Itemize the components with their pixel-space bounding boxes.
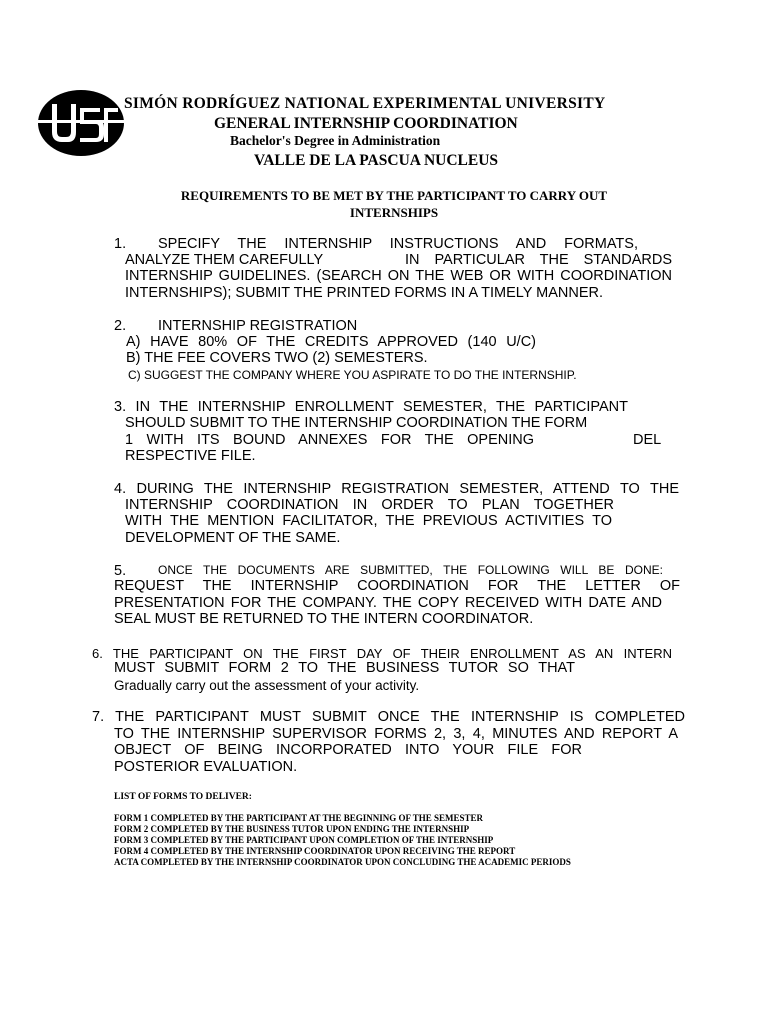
item-3-line-3b: DEL [633, 432, 662, 448]
item-1-number: 1. [114, 236, 127, 252]
coordination-name: GENERAL INTERNSHIP COORDINATION [214, 115, 518, 132]
item-1-line-1: SPECIFY THE INTERNSHIP INSTRUCTIONS AND FORMATS, [158, 236, 638, 252]
item-2-number: 2. [114, 318, 127, 334]
item-5-line-2: REQUEST THE INTERNSHIP COORDINATION FOR THE LETTER OF [114, 578, 680, 594]
item-1-line-3: INTERNSHIP GUIDELINES. (SEARCH ON THE WEB OR WITH COORDINATION [125, 268, 672, 284]
nucleus-name: VALLE DE LA PASCUA NUCLEUS [254, 152, 499, 169]
requirements-title [0, 187, 768, 221]
item-6-line-3: Gradually carry out the assessment of your activity. [114, 678, 420, 693]
item-1-line-4: INTERNSHIPS); SUBMIT THE PRINTED FORMS IN A TIMELY MANNER. [125, 285, 604, 301]
item-3-line-1: 3. IN THE INTERNSHIP ENROLLMENT SEMESTER, THE PARTICIPANT [114, 399, 628, 415]
requirements-title-line-1: REQUIREMENTS TO BE MET BY THE PARTICIPANT TO CARRY OUT [180, 188, 608, 203]
item-7-line-4: POSTERIOR EVALUATION. [114, 759, 298, 775]
item-2-line-4: C) SUGGEST THE COMPANY WHERE YOU ASPIRATE TO DO THE INTERNSHIP. [128, 368, 577, 382]
form-list-item: FORM 4 COMPLETED BY THE INTERNSHIP COORDINATOR UPON RECEIVING THE REPORT [114, 846, 516, 856]
item-7-line-3: OBJECT OF BEING INCORPORATED INTO YOUR FILE FOR [114, 742, 582, 758]
item-4-line-1: 4. DURING THE INTERNSHIP REGISTRATION SEMESTER, ATTEND TO THE [114, 481, 679, 497]
form-list-item: ACTA COMPLETED BY THE INTERNSHIP COORDINATOR UPON CONCLUDING THE ACADEMIC PERIODS [114, 857, 571, 867]
item-2-line-3: B) THE FEE COVERS TWO (2) SEMESTERS. [126, 350, 428, 366]
item-5-number: 5. [114, 563, 127, 579]
item-3-line-4: RESPECTIVE FILE. [125, 448, 256, 464]
item-2-line-1: INTERNSHIP REGISTRATION [158, 318, 358, 334]
item-5-line-3: PRESENTATION FOR THE COMPANY. THE COPY RECEIVED WITH DATE AND [114, 595, 662, 611]
university-name: SIMÓN RODRÍGUEZ NATIONAL EXPERIMENTAL UNIVERSITY [124, 95, 606, 112]
item-4-line-3: WITH THE MENTION FACILITATOR, THE PREVIOUS ACTIVITIES TO [125, 513, 612, 529]
requirements-title-line-2: INTERNSHIPS [349, 205, 439, 220]
item-7-line-1: 7. THE PARTICIPANT MUST SUBMIT ONCE THE INTERNSHIP IS COMPLETED [92, 709, 685, 725]
forms-list-title: LIST OF FORMS TO DELIVER: [114, 792, 252, 802]
item-3-line-3a: 1 WITH ITS BOUND ANNEXES FOR THE OPENING [125, 432, 534, 448]
item-4-line-4: DEVELOPMENT OF THE SAME. [125, 530, 341, 546]
degree-name: Bachelor's Degree in Administration [230, 133, 441, 148]
form-list-item: FORM 3 COMPLETED BY THE PARTICIPANT UPON COMPLETION OF THE INTERNSHIP [114, 835, 494, 845]
item-5-line-4: SEAL MUST BE RETURNED TO THE INTERN COORDINATOR. [114, 611, 534, 627]
item-2-line-2: A) HAVE 80% OF THE CREDITS APPROVED (140 U/C) [126, 334, 536, 350]
usr-logo-icon [38, 90, 124, 156]
item-1-line-2b: IN PARTICULAR THE STANDARDS [405, 252, 672, 268]
form-list-item: FORM 1 COMPLETED BY THE PARTICIPANT AT THE BEGINNING OF THE SEMESTER [114, 813, 483, 823]
item-3-line-2: SHOULD SUBMIT TO THE INTERNSHIP COORDINATION THE FORM [125, 415, 588, 431]
item-6-line-1: 6. THE PARTICIPANT ON THE FIRST DAY OF THEIR ENROLLMENT AS AN INTERN [92, 646, 672, 661]
item-5-line-1: ONCE THE DOCUMENTS ARE SUBMITTED, THE FOLLOWING WILL BE DONE: [158, 563, 663, 577]
item-7-line-2: TO THE INTERNSHIP SUPERVISOR FORMS 2, 3, 4, MINUTES AND REPORT A [114, 726, 678, 742]
item-4-line-2: INTERNSHIP COORDINATION IN ORDER TO PLAN TOGETHER [125, 497, 614, 513]
item-1-line-2a: ANALYZE THEM CAREFULLY [125, 252, 324, 268]
item-6-line-2: MUST SUBMIT FORM 2 TO THE BUSINESS TUTOR SO THAT [114, 660, 575, 676]
form-list-item: FORM 2 COMPLETED BY THE BUSINESS TUTOR UPON ENDING THE INTERNSHIP [114, 824, 470, 834]
